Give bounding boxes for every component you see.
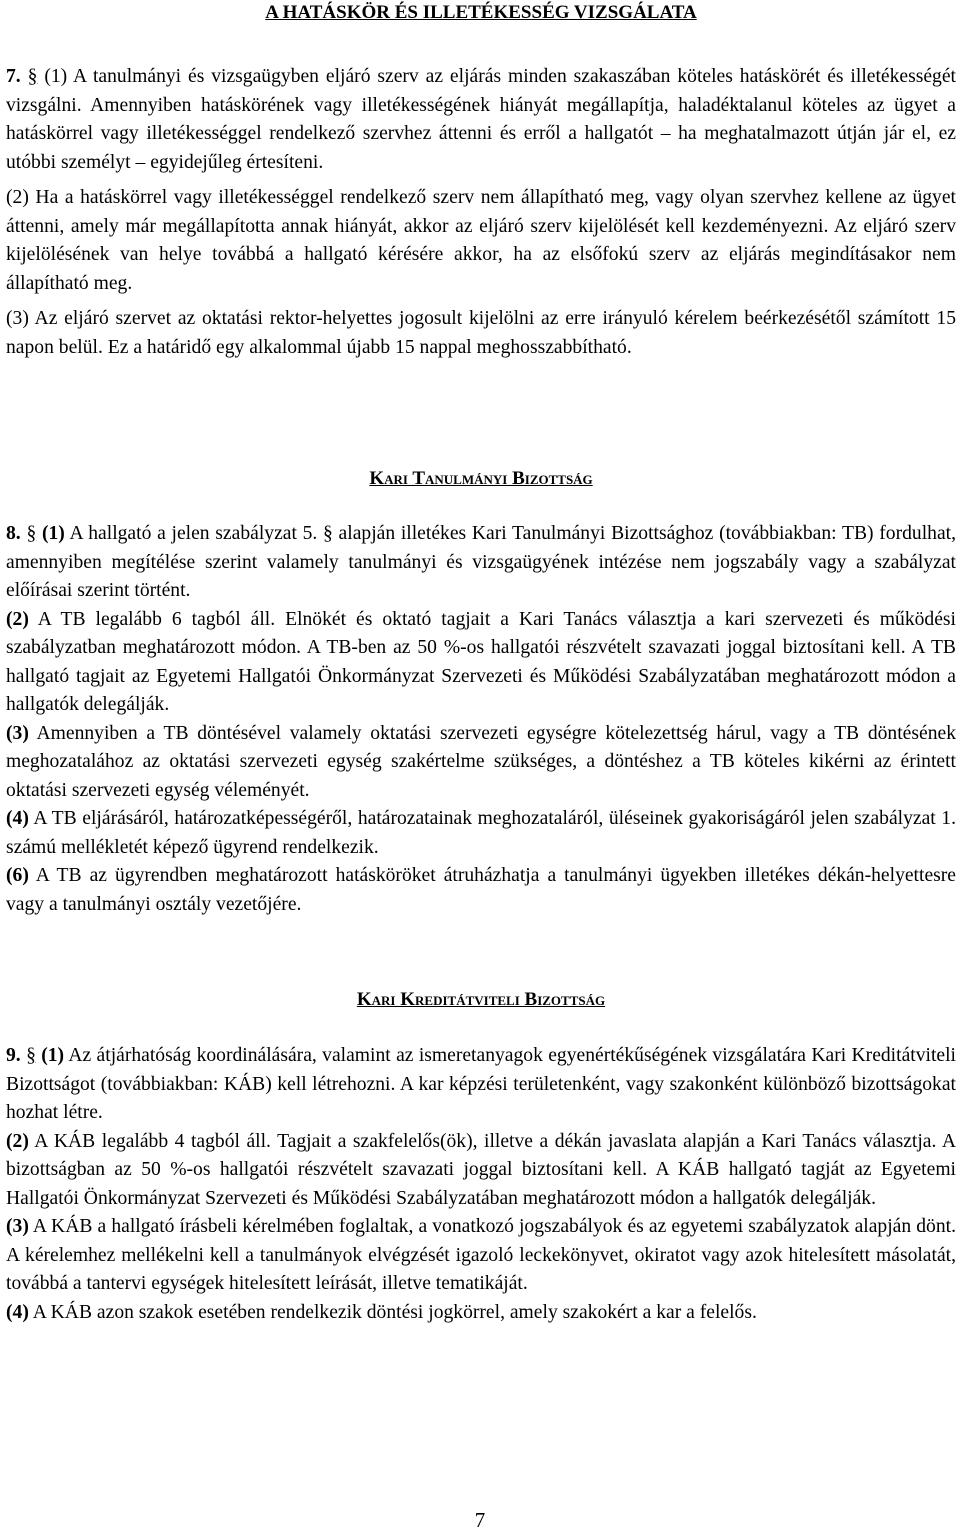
article-8-paragraph-6: [6, 862, 956, 919]
article-number: 9.: [6, 1045, 21, 1066]
article-8: [6, 520, 956, 919]
paragraph-text: A hallgató a jelen szabályzat 5. § alapján illetékes Kari Tanulmányi Bizottsághoz (továbbiakban: TB) fordulhat, amennyiben megítélése szerint valamely tanulmányi és vizsgaügyének intézése nem jogszabály vagy a szabályzat előírásai szerint történt.: [6, 523, 956, 601]
paragraph-text: A TB az ügyrendben meghatározott hatásköröket átruházhatja a tanulmányi ügyekben illetékes dékán-helyettesre vagy a tanulmányi osztály vezetőjére.: [6, 865, 956, 915]
article-7-paragraph-2: (2) Ha a hatáskörrel vagy illetékességgel rendelkező szerv nem állapítható meg, vagy olyan szervhez kellene az ügyet áttenni, amely már megállapította annak hiányát, akkor az eljáró szerv kijelölését kell kezdeményezni. Az eljáró szerv kijelölésének van helye továbbá a hallgató kérésére akkor, ha az elsőfokú szerv az eljárás megindításakor nem állapítható meg.: [6, 187, 956, 294]
section-sign: §: [26, 1045, 36, 1066]
paragraph-number: (2): [6, 1130, 29, 1152]
section-heading-kreditatviteli-bizottsag: Kari Kreditátviteli Bizottság: [356, 989, 606, 1010]
article-number: 8.: [6, 523, 21, 544]
article-9: [6, 1042, 956, 1327]
article-9-paragraph-1: [6, 1042, 956, 1128]
article-9-paragraph-4: [6, 1299, 956, 1328]
paragraph-number: (4): [6, 1301, 29, 1323]
page-number: 7: [474, 1508, 486, 1532]
article-9-paragraph-2: [6, 1128, 956, 1214]
article-number: 7.: [6, 66, 21, 87]
paragraph-number: (1): [41, 523, 65, 544]
paragraph-text: A TB legalább 6 tagból áll. Elnökét és oktató tagjait a Kari Tanács választja a kari szervezeti és működési szabályzatban meghatározott módon. A TB-ben az 50 %-os hallgatói részvételt szavazati joggal biztosítani kell. A TB hallgató tagjait az Egyetemi Hallgatói Önkormányzat Szervezeti és Működési Szabályzatában meghatározott módon a hallgatók delegálják.: [6, 608, 956, 715]
paragraph-text: A KÁB legalább 4 tagból áll. Tagjait a szakfelelős(ök), illetve a dékán javaslata alapján a Kari Tanács választja. A bizottságban az 50 %-os hallgatói részvételt szavazati joggal biztosítani kell. A KÁB hallgató tagját az Egyetemi Hallgatói Önkormányzat Szervezeti és Működési Szabályzatában meghatározott módon a hallgatók delegálják.: [6, 1130, 956, 1209]
section-sign: §: [27, 66, 38, 87]
article-7: [6, 63, 956, 362]
paragraph-number: (1): [41, 1045, 65, 1066]
article-8-paragraph-1: [6, 520, 956, 606]
section-heading-tanulmanyi-bizottsag: Kari Tanulmányi Bizottság: [369, 468, 593, 489]
section-sign: §: [26, 523, 37, 544]
paragraph-number: (2): [6, 608, 29, 630]
paragraph-number: (3): [6, 722, 29, 744]
article-7-paragraph-1: [6, 63, 956, 177]
article-9-paragraph-3: [6, 1213, 956, 1299]
article-8-paragraph-4: [6, 805, 956, 862]
paragraph-text: A KÁB azon szakok esetében rendelkezik döntési jogkörrel, amely szakokért a kar a felelős.: [32, 1301, 757, 1323]
paragraph-number: (6): [6, 865, 29, 886]
paragraph-text: Az átjárhatóság koordinálására, valamint az ismeretanyagok egyenértékűségének vizsgálatára Kari Kreditátviteli Bizottságot (továbbiakban: KÁB) kell létrehozni. A kar képzési területenként, vagy szakonként különböző bizottságokat hozhat létre.: [6, 1045, 956, 1123]
paragraph-text: Amennyiben a TB döntésével valamely oktatási szervezeti egységre kötelezettség hárul, vagy a TB döntésének meghozatalához az oktatási szervezeti egység szakértelme szükséges, a döntéshez a TB köteles kikérni az érintett oktatási szervezeti egység véleményét.: [6, 722, 956, 801]
article-8-paragraph-2: [6, 606, 956, 720]
article-8-paragraph-3: [6, 720, 956, 806]
paragraph-number: (4): [6, 808, 29, 829]
article-7-paragraph-3: (3) Az eljáró szervet az oktatási rektor-helyettes jogosult kijelölni az erre irányuló kérelem beérkezésétől számított 15 napon belül. Ez a határidő egy alkalommal újabb 15 nappal meghosszabbítható.: [6, 308, 956, 358]
paragraph-text: A TB eljárásáról, határozatképességéről, határozatainak meghozataláról, üléseinek gyakoriságáról jelen szabályzat 1. számú mellékletét képező ügyrend rendelkezik.: [6, 808, 956, 858]
paragraph-text: (1) A tanulmányi és vizsgaügyben eljáró szerv az eljárás minden szakaszában köteles hatáskörét és illetékességét vizsgálni. Amennyiben hatáskörének vagy illetékességének hiányát megállapítja, haladéktalanul köteles az ügyet a hatáskörrel vagy illetékességgel rendelkező szervhez áttenni és erről a hallgatót – ha meghatalmazott útján jár el, ez utóbbi személyt – egyidejűleg értesíteni.: [6, 66, 956, 173]
paragraph-text: A KÁB a hallgató írásbeli kérelmében foglaltak, a vonatkozó jogszabályok és az egyetemi szabályzatok alapján dönt. A kérelemhez mellékelni kell a tanulmányok elvégzését igazoló leckekönyvet, okiratot vagy azok hitelesített másolatát, továbbá a tantervi egységek hitelesített leírását, illetve tematikáját.: [6, 1216, 956, 1294]
paragraph-number: (3): [6, 1216, 29, 1237]
section-heading-hataskor: A HATÁSKÖR ÉS ILLETÉKESSÉG VIZSGÁLATA: [265, 2, 697, 23]
